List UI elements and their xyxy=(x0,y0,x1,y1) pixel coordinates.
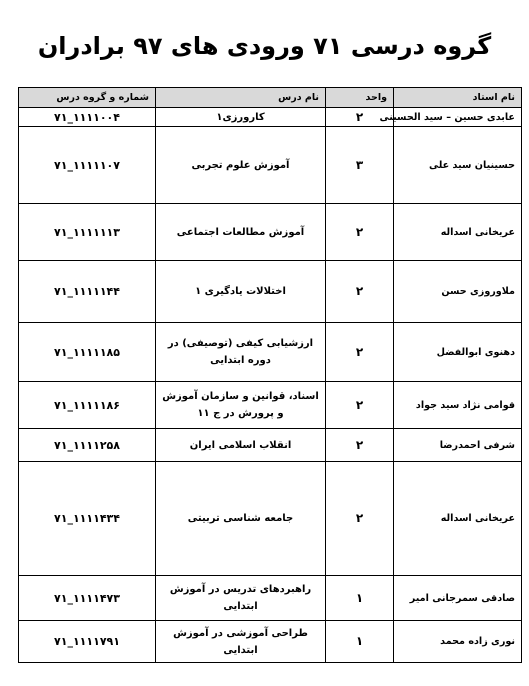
units-cell: ۲ xyxy=(326,462,394,576)
course-cell: کارورزی۱ xyxy=(156,108,326,127)
teacher-cell: حسینیان سید علی xyxy=(394,127,522,204)
header-code: شماره و گروه درس xyxy=(19,88,156,108)
code-cell: ۱۱۱۱۱۱۳_۷۱ xyxy=(19,204,156,261)
teacher-cell: عریخانی اسداله xyxy=(394,204,522,261)
page-title: گروه درسی ۷۱ ورودی های ۹۷ برادران xyxy=(37,32,492,60)
course-cell: اسناد، قوانین و سازمان آموزش و پرورش در ج ۱۱ xyxy=(156,382,326,429)
course-cell: انقلاب اسلامی ایران xyxy=(156,429,326,462)
code-cell: ۱۱۱۱۰۰۴_۷۱ xyxy=(19,108,156,127)
course-cell: راهبردهای تدریس در آموزش ابتدایی xyxy=(156,576,326,621)
units-cell: ۲ xyxy=(326,429,394,462)
table-row xyxy=(19,462,522,576)
teacher-cell: عابدی حسین – سید الحسینی xyxy=(394,108,522,127)
header-units: واحد xyxy=(326,88,394,108)
units-cell: ۲ xyxy=(326,261,394,323)
header-course: نام درس xyxy=(156,88,326,108)
course-cell: آموزش علوم تجربی xyxy=(156,127,326,204)
header-teacher: نام استاد xyxy=(394,88,522,108)
course-table xyxy=(18,87,522,663)
units-cell: ۲ xyxy=(326,108,394,127)
table-row xyxy=(19,261,522,323)
teacher-cell: صادقی سمرجانی امیر xyxy=(394,576,522,621)
code-cell: ۱۱۱۱۱۴۴_۷۱ xyxy=(19,261,156,323)
teacher-cell: ملاوروزی حسن xyxy=(394,261,522,323)
teacher-cell: عریخانی اسداله xyxy=(394,462,522,576)
table-row xyxy=(19,576,522,621)
teacher-cell: قوامی نژاد سید جواد xyxy=(394,382,522,429)
units-cell: ۱ xyxy=(326,576,394,621)
table-row xyxy=(19,204,522,261)
units-cell: ۲ xyxy=(326,323,394,382)
course-cell: جامعه شناسی تربیتی xyxy=(156,462,326,576)
units-cell: ۲ xyxy=(326,382,394,429)
course-cell: طراحی آموزشی در آموزش ابتدایی xyxy=(156,621,326,663)
teacher-cell: شرفی احمدرضا xyxy=(394,429,522,462)
table-row xyxy=(19,382,522,429)
code-cell: ۱۱۱۱۱۸۶_۷۱ xyxy=(19,382,156,429)
units-cell: ۱ xyxy=(326,621,394,663)
table-header-row xyxy=(19,88,522,108)
code-cell: ۱۱۱۱۱۸۵_۷۱ xyxy=(19,323,156,382)
teacher-cell: دهنوی ابوالفضل xyxy=(394,323,522,382)
code-cell: ۱۱۱۱۴۳۴_۷۱ xyxy=(19,462,156,576)
table-row xyxy=(19,127,522,204)
table-row xyxy=(19,323,522,382)
code-cell: ۱۱۱۱۴۷۳_۷۱ xyxy=(19,576,156,621)
code-cell: ۱۱۱۱۲۵۸_۷۱ xyxy=(19,429,156,462)
course-cell: اختلالات یادگیری ۱ xyxy=(156,261,326,323)
table-row xyxy=(19,429,522,462)
course-cell: ارزشیابی کیفی (توصیفی) در دوره ابتدایی xyxy=(156,323,326,382)
table-row xyxy=(19,621,522,663)
course-cell: آموزش مطالعات اجتماعی xyxy=(156,204,326,261)
code-cell: ۱۱۱۱۱۰۷_۷۱ xyxy=(19,127,156,204)
teacher-cell: نوری زاده محمد xyxy=(394,621,522,663)
code-cell: ۱۱۱۱۷۹۱_۷۱ xyxy=(19,621,156,663)
units-cell: ۳ xyxy=(326,127,394,204)
table-row xyxy=(19,108,522,127)
units-cell: ۲ xyxy=(326,204,394,261)
